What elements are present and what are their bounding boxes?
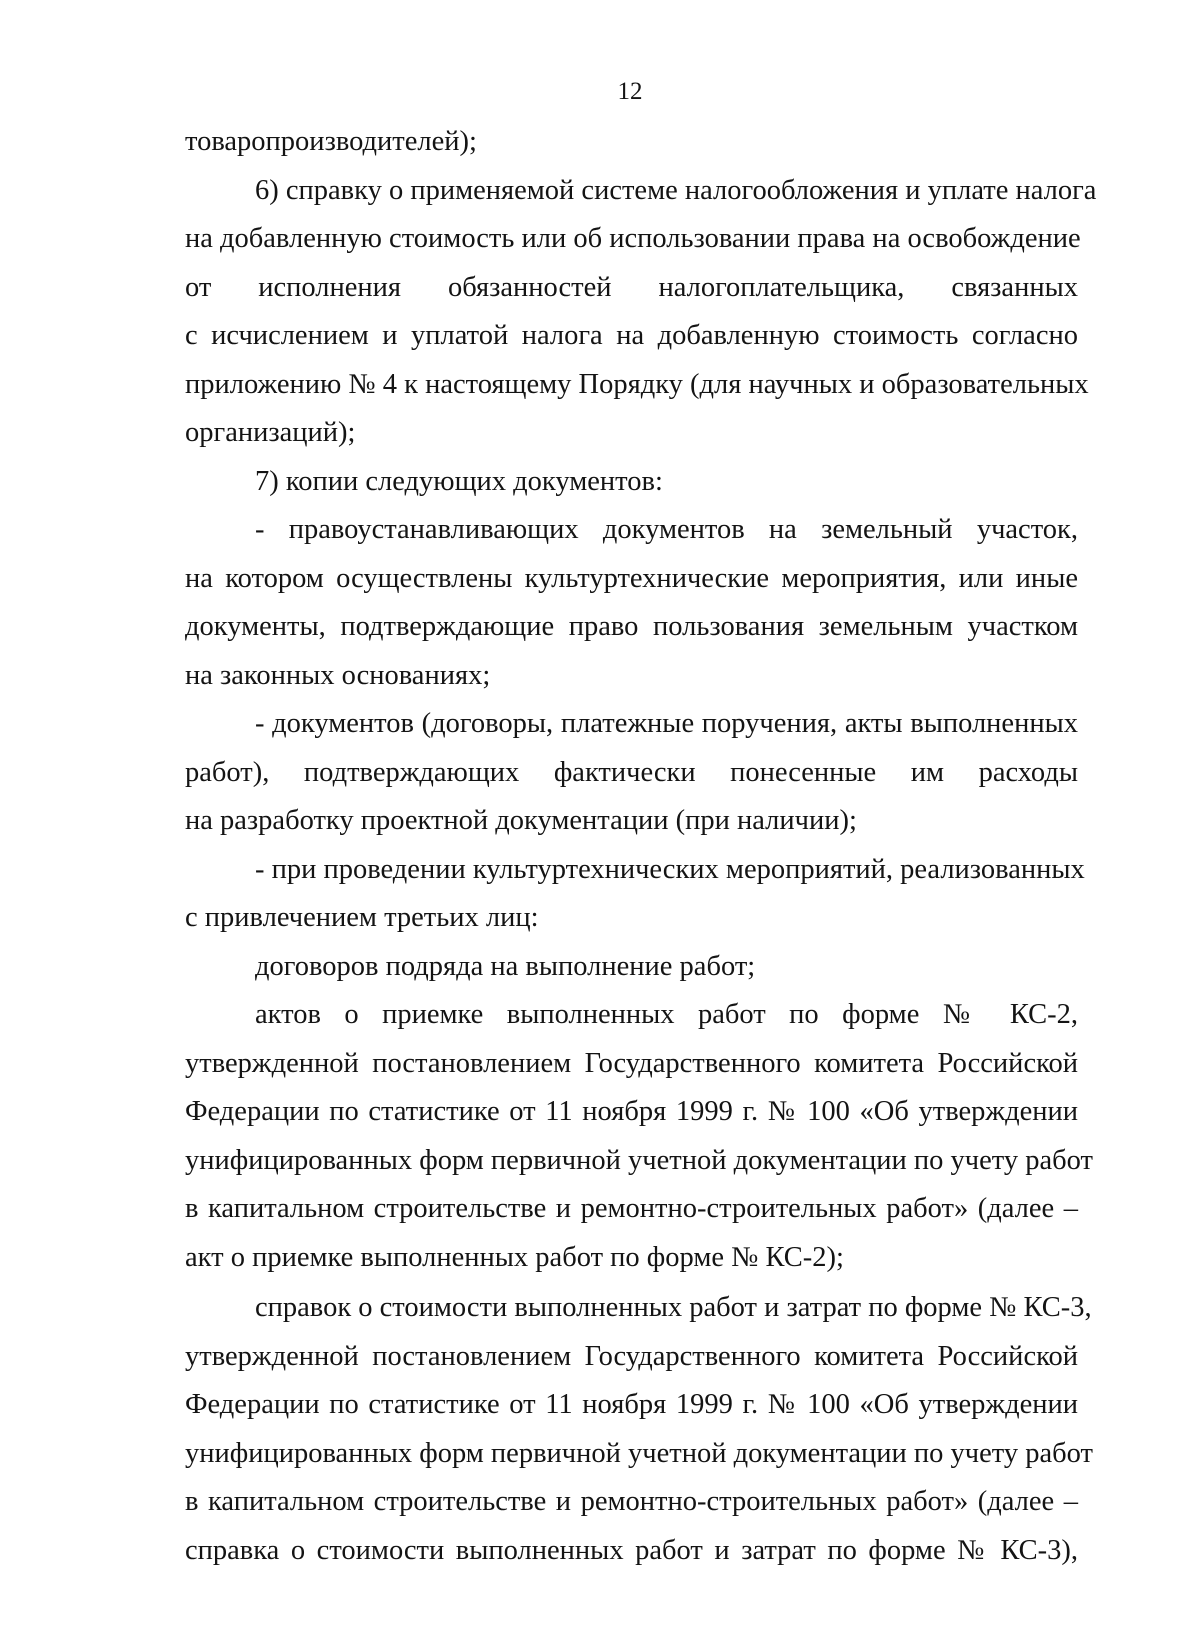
text-line: приложению № 4 к настоящему Порядку (для научных и образовательных <box>185 368 1089 400</box>
text-line: 7) копии следующих документов: <box>255 465 663 497</box>
text-line: организаций); <box>185 417 356 448</box>
text-line: - правоустанавливающих документов на земельный участок, <box>255 514 1078 545</box>
body-text <box>185 118 1097 1575</box>
text-line: утвержденной постановлением Государственного комитета Российской <box>185 1047 1078 1079</box>
text-line: с привлечением третьих лиц: <box>185 902 539 933</box>
text-line: Федерации по статистике от 11 ноября 1999 г. № 100 «Об утверждении <box>185 1096 1078 1127</box>
text-line: товаропроизводителей); <box>185 126 477 157</box>
text-line: с исчислением и уплатой налога на добавленную стоимость согласно <box>185 320 1078 351</box>
text-line: документы, подтверждающие право пользования земельным участком <box>185 611 1078 642</box>
text-line: справка о стоимости выполненных работ и затрат по форме № КС-3), <box>185 1534 1078 1566</box>
text-line: актов о приемке выполненных работ по форме № КС-2, <box>255 999 1078 1030</box>
text-line: 6) справку о применяемой системе налогообложения и уплате налога <box>255 174 1097 206</box>
text-line: работ), подтверждающих фактически понесенные им расходы <box>185 756 1078 788</box>
text-line: в капитальном строительстве и ремонтно-строительных работ» (далее – <box>185 1486 1078 1517</box>
text-line: справок о стоимости выполненных работ и затрат по форме № КС-3, <box>255 1292 1092 1323</box>
text-line: в капитальном строительстве и ремонтно-строительных работ» (далее – <box>185 1193 1078 1224</box>
text-line: договоров подряда на выполнение работ; <box>255 950 756 982</box>
text-line: унифицированных форм первичной учетной документации по учету работ <box>185 1144 1093 1176</box>
text-line: унифицированных форм первичной учетной документации по учету работ <box>185 1437 1093 1469</box>
page-number: 12 <box>617 78 643 105</box>
text-line: Федерации по статистике от 11 ноября 1999 г. № 100 «Об утверждении <box>185 1389 1078 1420</box>
text-line: утвержденной постановлением Государственного комитета Российской <box>185 1340 1078 1372</box>
text-line: на разработку проектной документации (при наличии); <box>185 805 857 836</box>
text-line: - при проведении культуртехнических мероприятий, реализованных <box>255 853 1085 885</box>
text-line: акт о приемке выполненных работ по форме № КС-2); <box>185 1241 844 1273</box>
text-line: - документов (договоры, платежные поручения, акты выполненных <box>255 708 1078 739</box>
text-line: на добавленную стоимость или об использовании права на освобождение <box>185 223 1081 254</box>
text-line: на котором осуществлены культуртехнические мероприятия, или иные <box>185 562 1078 594</box>
text-line: от исполнения обязанностей налогоплательщика, связанных <box>185 271 1078 303</box>
text-line: на законных основаниях; <box>185 659 491 691</box>
